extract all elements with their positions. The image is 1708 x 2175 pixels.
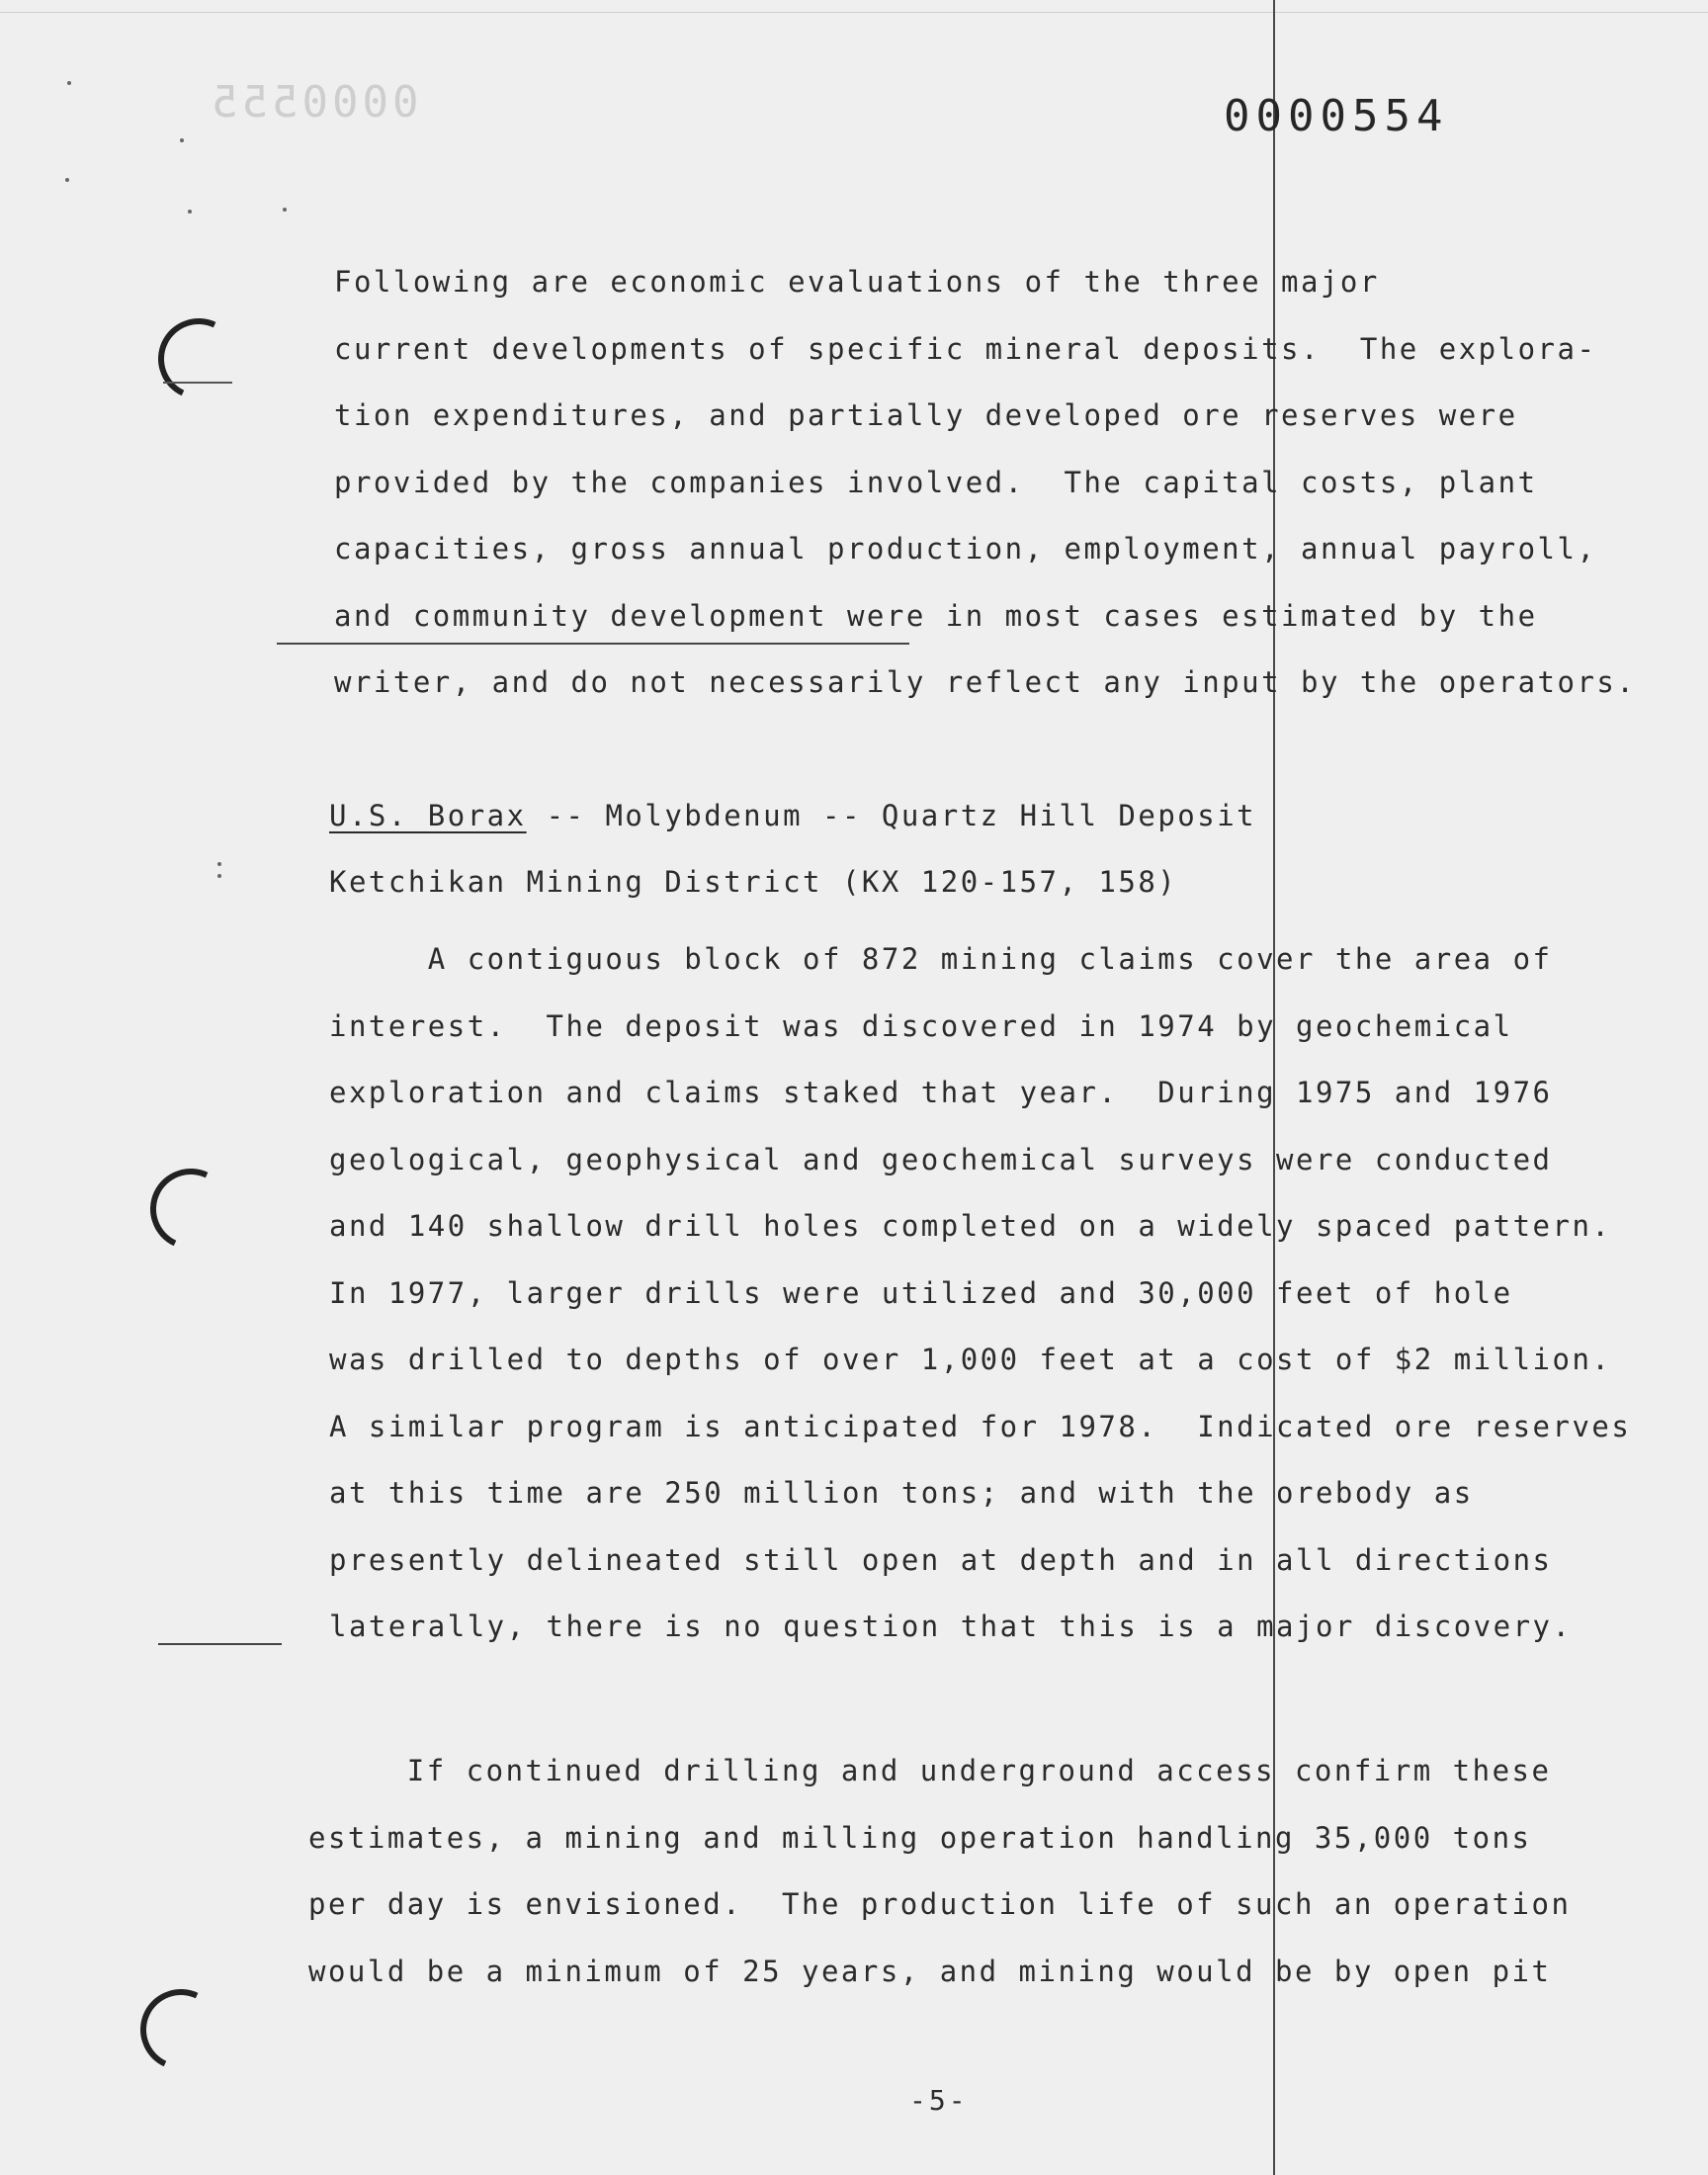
scan-speck <box>217 862 221 866</box>
scan-speck <box>65 178 69 182</box>
binder-hole-tick <box>163 382 232 384</box>
scan-speck <box>180 138 184 142</box>
scan-speck <box>188 210 192 214</box>
ghost-doc-number: 0000555 <box>208 77 419 128</box>
binder-hole-mark <box>128 1977 232 2081</box>
scan-speck <box>217 874 221 878</box>
scan-stray-line <box>158 1643 282 1645</box>
operation-paragraph: If continued drilling and underground access confirm these estimates, a mining and milling operation handling 35,000 tons per day is envisioned. The production life of such an operation would be a minimum of 25 years, and mining would be by open pit <box>308 1754 1572 1988</box>
scan-speck <box>67 81 71 85</box>
company-name: U.S. Borax <box>329 799 527 832</box>
document-number: 0000554 <box>1224 91 1449 141</box>
deposit-paragraph: A contiguous block of 872 mining claims cover the area of interest. The deposit was discovered in 1974 by geochemical exploration and claims staked that year. During 1975 and 1976 geological, geophysical and geochemical surveys were conducted and 140 shallow drill holes completed on a widely spaced pattern. In 1977, larger drills were utilized and 30,000 feet of hole was drilled to depths of over 1,000 feet at a cost of $2 million. A similar program is anticipated for 1978. Indicated ore reserves at this time are 250 million tons; and with the orebody as presently delineated still open at depth and in all directions laterally, there is no question that this is a major discovery. <box>329 942 1632 1643</box>
binder-hole-mark <box>138 1157 242 1261</box>
intro-paragraph: Following are economic evaluations of the three major current developments of specific mineral deposits. The explora- tion expenditures, and partially developed ore reserves were provided by the companies involved. The capital costs, plant capacities, gross annual production, employment, annual payroll, and community development were in most cases estimated by the writer, and do not necessarily reflect any input by the operators. <box>334 265 1637 699</box>
deposit-title: -- Molybdenum -- Quartz Hill Deposit <box>526 799 1257 832</box>
district-heading: Ketchikan Mining District (KX 120-157, 158) <box>329 865 1178 899</box>
page-top-edge <box>0 12 1708 13</box>
deposit-heading <box>329 799 1256 832</box>
binder-hole-mark <box>146 306 250 410</box>
scan-speck <box>283 208 287 212</box>
page-number: -5- <box>909 2084 969 2117</box>
